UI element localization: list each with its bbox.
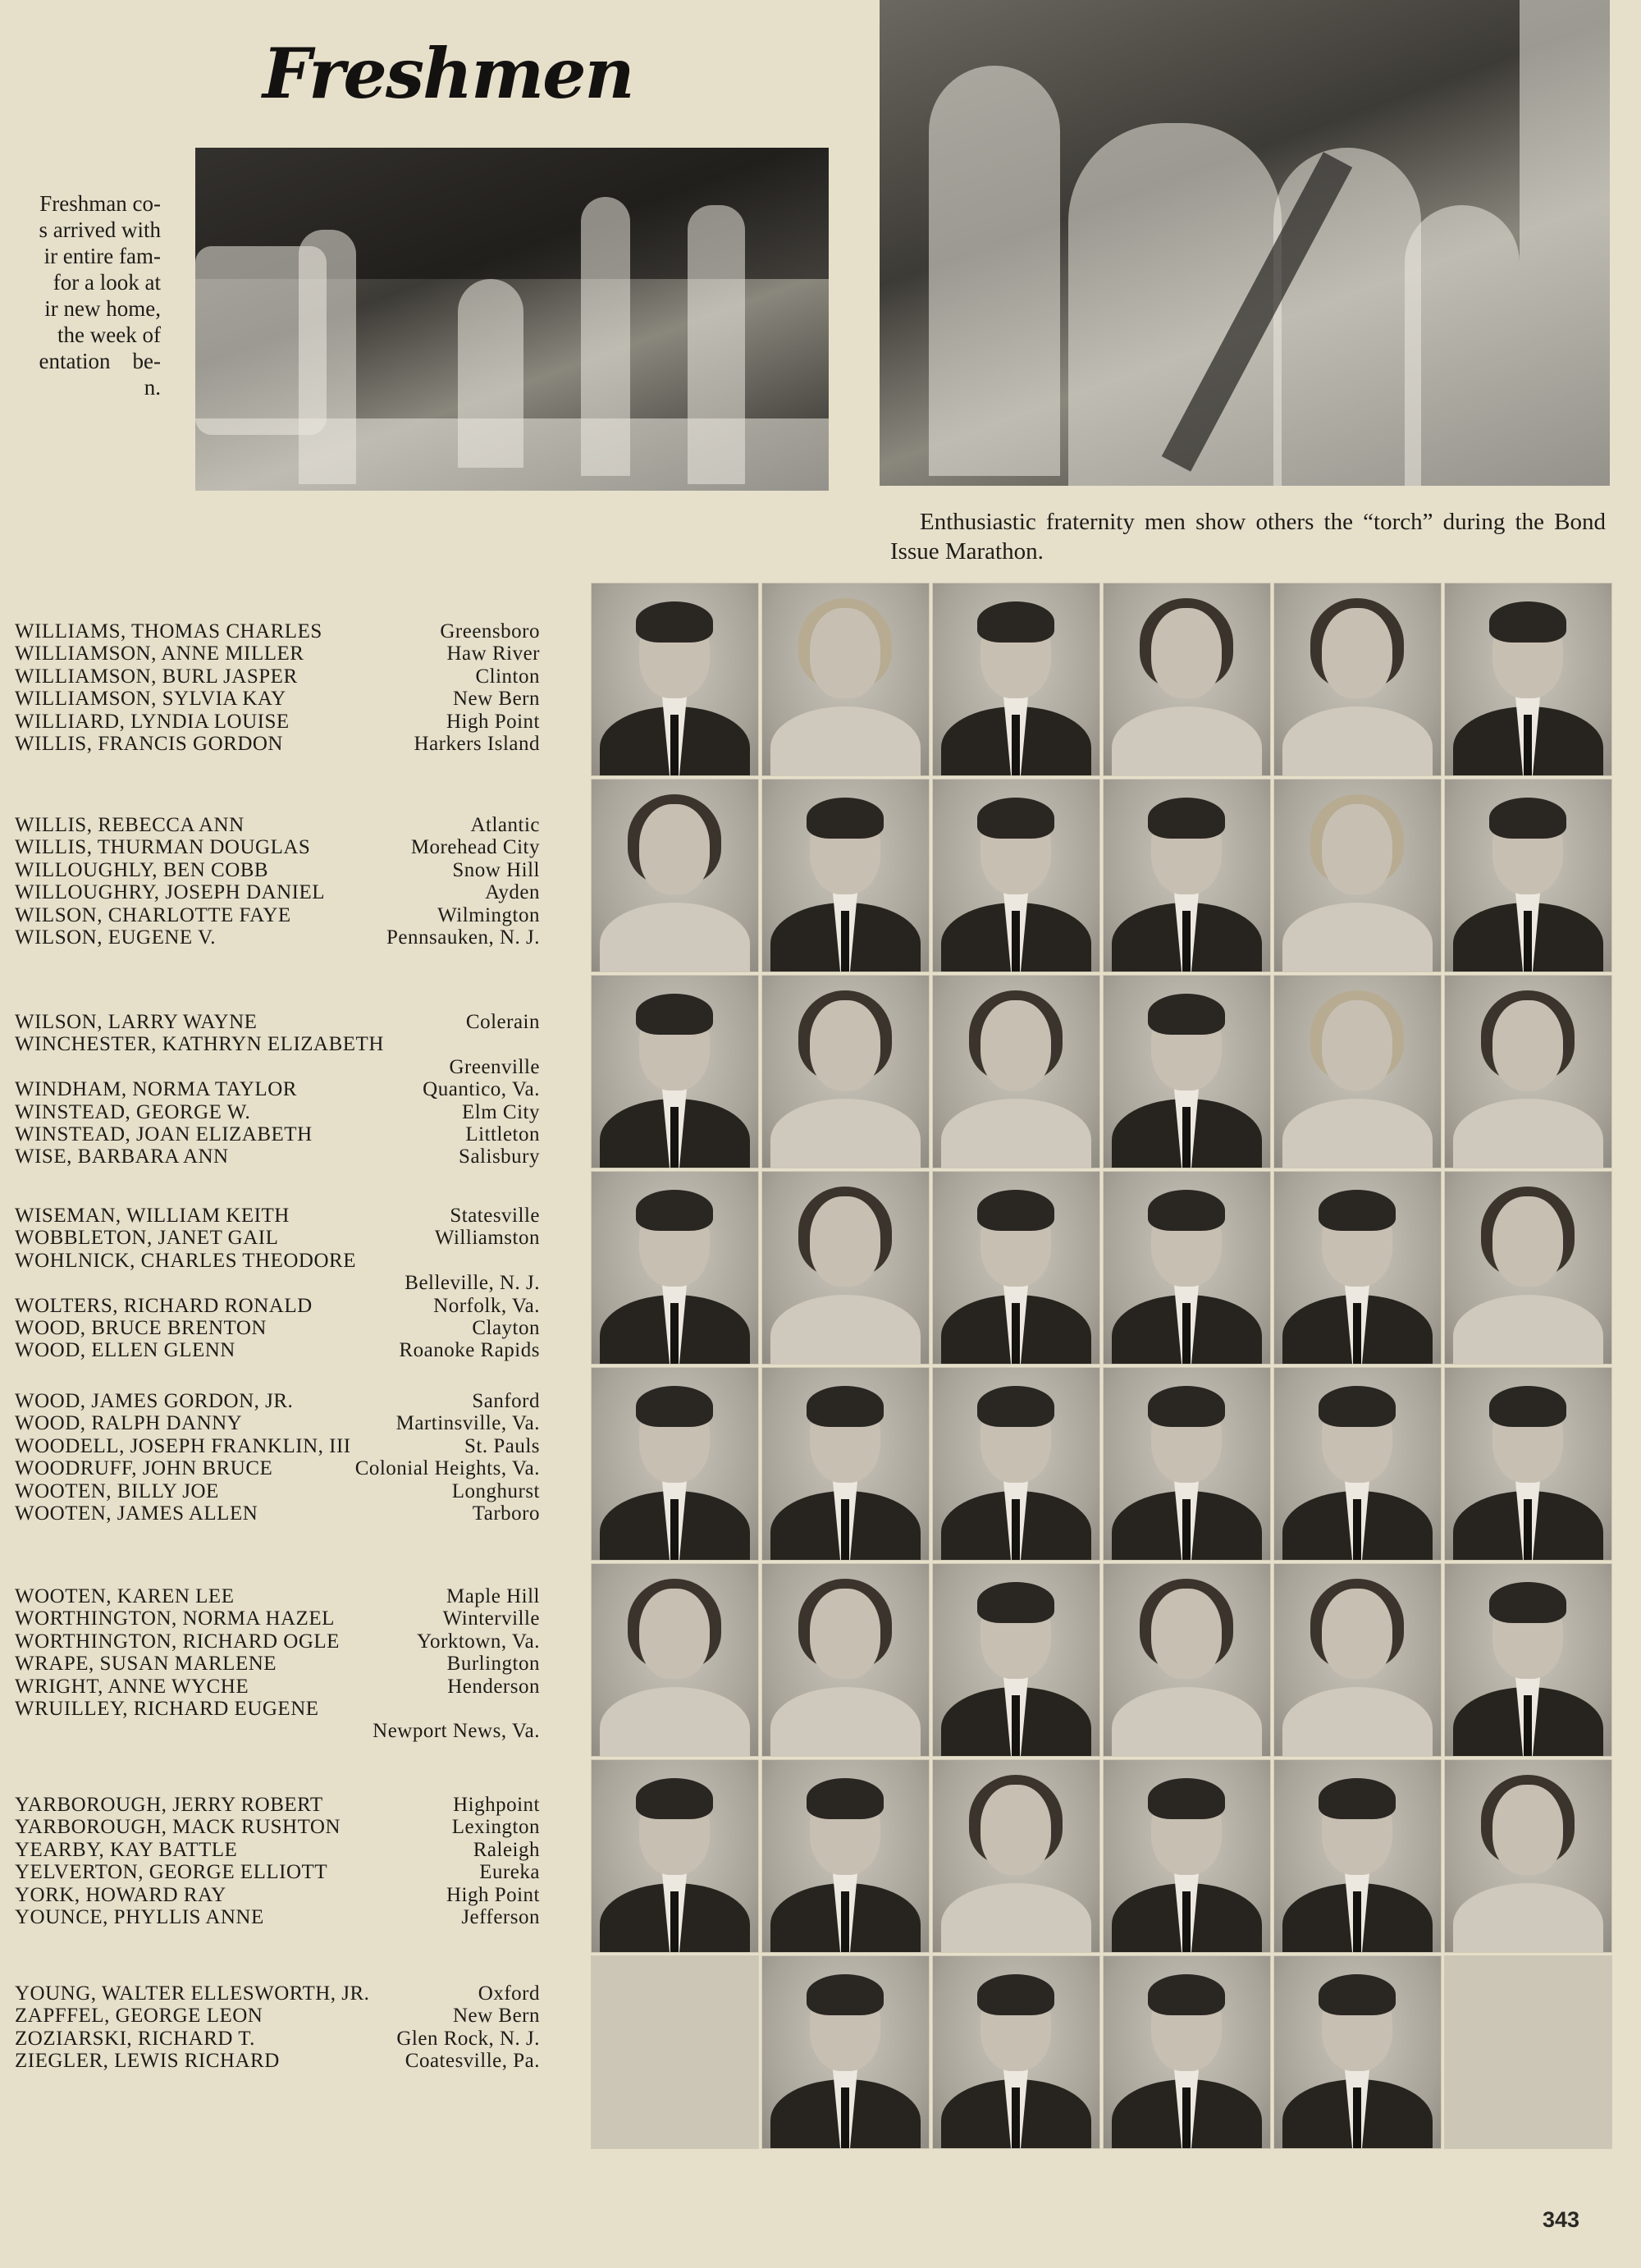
student-portrait (1103, 1955, 1271, 2149)
portrait-placeholder (591, 1955, 759, 2149)
student-name: WOLTERS, RICHARD RONALD (15, 1294, 313, 1317)
student-hometown: Salisbury (459, 1145, 540, 1168)
student-entry (15, 1205, 540, 1227)
student-hometown: Morehead City (410, 836, 540, 859)
student-portrait (932, 1955, 1100, 2149)
student-entry (15, 665, 540, 688)
student-entry (15, 1653, 540, 1675)
student-hometown: Clayton (472, 1317, 540, 1340)
student-name: WILLIARD, LYNDIA LOUISE (15, 710, 290, 733)
student-portrait (1273, 1171, 1442, 1365)
intro-text (0, 190, 161, 400)
student-hometown: Newport News, Va. (373, 1720, 540, 1743)
student-name: WORTHINGTON, NORMA HAZEL (15, 1607, 335, 1630)
intro-line: Freshman co- (39, 191, 161, 216)
student-entry (15, 1720, 540, 1742)
student-entry (15, 1412, 540, 1434)
student-hometown: Snow Hill (452, 858, 540, 881)
roster-group (15, 1011, 540, 1168)
move-in-photo (195, 148, 829, 491)
student-name: WINSTEAD, JOAN ELIZABETH (15, 1123, 313, 1146)
student-hometown: Glen Rock, N. J. (396, 2027, 540, 2050)
student-name: WINCHESTER, KATHRYN ELIZABETH (15, 1033, 384, 1056)
student-portrait (932, 1367, 1100, 1561)
student-portrait (932, 1171, 1100, 1365)
page-number: 343 (1543, 2207, 1580, 2232)
student-hometown: Lexington (451, 1816, 540, 1839)
student-name: WILLOUGHLY, BEN COBB (15, 858, 269, 881)
student-portrait (1103, 975, 1271, 1168)
caption-line-2: the Bond Issue Marathon. (890, 509, 1607, 565)
student-portrait (1444, 1367, 1612, 1561)
student-entry (15, 1435, 540, 1457)
student-name: YEARBY, KAY BATTLE (15, 1838, 238, 1861)
student-portrait (761, 975, 930, 1168)
student-name: WOOD, ELLEN GLENN (15, 1339, 235, 1362)
student-portrait (591, 1171, 759, 1365)
student-portrait (761, 1955, 930, 2149)
intro-line: the week of (52, 322, 161, 347)
student-portrait (1444, 1563, 1612, 1757)
student-portrait (761, 1759, 930, 1953)
student-portrait (1273, 583, 1442, 776)
student-name: WOHLNICK, CHARLES THEODORE (15, 1249, 356, 1272)
student-portrait (932, 779, 1100, 972)
student-entry (15, 1630, 540, 1653)
intro-line: entation be- (39, 349, 161, 373)
student-entry (15, 1502, 540, 1525)
student-portrait (1273, 1759, 1442, 1953)
student-hometown: Jefferson (461, 1906, 540, 1929)
student-hometown: Pennsauken, N. J. (386, 926, 540, 949)
student-portrait (1103, 1171, 1271, 1365)
student-entry (15, 1033, 540, 1055)
student-hometown: Elm City (462, 1100, 540, 1123)
student-hometown: Williamston (434, 1227, 540, 1250)
student-hometown: Colonial Heights, Va. (354, 1457, 540, 1480)
student-hometown: Haw River (446, 642, 540, 665)
student-entry (15, 1585, 540, 1607)
intro-line: s arrived with (39, 217, 161, 242)
student-portrait (1103, 1759, 1271, 1953)
student-entry (15, 2050, 540, 2072)
student-hometown: Harkers Island (414, 733, 540, 756)
student-hometown: Sanford (472, 1390, 540, 1412)
student-hometown: Longhurst (451, 1479, 540, 1502)
student-name: WILLIS, FRANCIS GORDON (15, 733, 283, 756)
student-entry (15, 1339, 540, 1361)
student-name: WISE, BARBARA ANN (15, 1145, 229, 1168)
student-name: WILSON, EUGENE V. (15, 926, 217, 949)
student-entry (15, 1676, 540, 1698)
student-hometown: Atlantic (470, 814, 540, 836)
student-hometown: Eureka (479, 1861, 540, 1884)
student-portrait (1273, 1955, 1442, 2149)
student-hometown: Raleigh (473, 1838, 540, 1861)
student-entry (15, 1839, 540, 1861)
student-name: WORTHINGTON, RICHARD OGLE (15, 1630, 340, 1653)
student-portrait (761, 1171, 930, 1365)
student-name: WILLIS, REBECCA ANN (15, 814, 245, 836)
student-entry (15, 926, 540, 949)
student-entry (15, 1123, 540, 1145)
student-hometown: Clinton (475, 665, 540, 688)
caption-line-1: Enthusiastic fraternity men show others the “torch” during (920, 509, 1506, 535)
student-hometown: Quantico, Va. (423, 1078, 540, 1101)
student-name: YOUNG, WALTER ELLESWORTH, JR. (15, 1982, 370, 2005)
student-entry (15, 1295, 540, 1317)
student-portrait (1444, 779, 1612, 972)
student-entry (15, 904, 540, 926)
student-portrait (1444, 1759, 1612, 1953)
student-portrait (1103, 779, 1271, 972)
student-portrait (591, 1367, 759, 1561)
student-portrait (932, 975, 1100, 1168)
intro-line: ir entire fam- (43, 244, 161, 268)
student-entry (15, 2005, 540, 2027)
student-name: YARBOROUGH, MACK RUSHTON (15, 1816, 341, 1839)
student-portrait (1273, 975, 1442, 1168)
student-entry (15, 1884, 540, 1906)
student-name: WINDHAM, NORMA TAYLOR (15, 1078, 297, 1101)
student-hometown: Tarboro (472, 1502, 540, 1525)
torch-photo (880, 0, 1610, 486)
student-entry (15, 1607, 540, 1630)
student-hometown: Henderson (447, 1675, 540, 1698)
student-hometown: New Bern (452, 2005, 540, 2028)
student-portrait (761, 1367, 930, 1561)
student-name: WOOD, JAMES GORDON, JR. (15, 1390, 294, 1412)
student-name: YOUNCE, PHYLLIS ANNE (15, 1906, 264, 1929)
student-portrait (761, 1563, 930, 1757)
student-name: YORK, HOWARD RAY (15, 1883, 226, 1906)
student-name: WILLOUGHRY, JOSEPH DANIEL (15, 881, 326, 904)
student-hometown: Maple Hill (446, 1585, 540, 1607)
student-name: WRUILLEY, RICHARD EUGENE (15, 1698, 319, 1721)
student-entry (15, 1390, 540, 1412)
student-name: WOOTEN, JAMES ALLEN (15, 1502, 258, 1525)
student-entry (15, 1480, 540, 1502)
student-name: WOODRUFF, JOHN BRUCE (15, 1457, 273, 1480)
student-entry (15, 1816, 540, 1838)
intro-line: for a look at (48, 270, 161, 295)
student-entry (15, 1906, 540, 1928)
student-entry (15, 642, 540, 665)
roster-group (15, 1205, 540, 1362)
student-portrait (932, 1563, 1100, 1757)
student-name: WISEMAN, WILLIAM KEITH (15, 1205, 290, 1227)
student-name: WRIGHT, ANNE WYCHE (15, 1675, 249, 1698)
student-hometown: Littleton (465, 1123, 540, 1146)
student-entry (15, 1011, 540, 1033)
student-entry (15, 711, 540, 733)
student-hometown: Roanoke Rapids (399, 1339, 540, 1362)
student-name: WINSTEAD, GEORGE W. (15, 1100, 251, 1123)
student-name: ZAPFFEL, GEORGE LEON (15, 2005, 263, 2028)
student-name: WILLIAMSON, ANNE MILLER (15, 642, 304, 665)
student-portrait (591, 1759, 759, 1953)
student-name: WRAPE, SUSAN MARLENE (15, 1653, 277, 1676)
student-hometown: Highpoint (453, 1794, 540, 1816)
student-portrait (1444, 1171, 1612, 1365)
student-entry (15, 1861, 540, 1883)
student-portrait (932, 1759, 1100, 1953)
student-name: WILSON, CHARLOTTE FAYE (15, 903, 291, 926)
intro-line: n. (144, 375, 161, 400)
student-portrait (1103, 1367, 1271, 1561)
student-portrait (1444, 583, 1612, 776)
student-hometown: Winterville (442, 1607, 540, 1630)
student-hometown: Colerain (465, 1011, 540, 1033)
student-hometown: Martinsville, Va. (395, 1412, 540, 1435)
student-portrait (591, 1563, 759, 1757)
student-portrait (591, 583, 759, 776)
student-entry (15, 733, 540, 755)
portrait-placeholder (1444, 1955, 1612, 2149)
student-name: WILSON, LARRY WAYNE (15, 1011, 258, 1033)
portrait-grid (591, 583, 1613, 2142)
student-name: WOOD, RALPH DANNY (15, 1412, 243, 1435)
student-entry (15, 1272, 540, 1294)
student-entry (15, 836, 540, 858)
roster-group (15, 1794, 540, 1928)
student-hometown: Wilmington (437, 903, 540, 926)
student-hometown: Statesville (450, 1205, 540, 1227)
roster-group (15, 1390, 540, 1525)
student-entry (15, 1078, 540, 1100)
student-entry (15, 1794, 540, 1816)
student-hometown: Belleville, N. J. (405, 1272, 540, 1295)
student-entry (15, 688, 540, 710)
student-name: YELVERTON, GEORGE ELLIOTT (15, 1861, 328, 1884)
student-hometown: Ayden (485, 881, 540, 904)
student-hometown: New Bern (452, 688, 540, 711)
student-entry (15, 1227, 540, 1249)
student-entry (15, 1317, 540, 1339)
student-name: WOODELL, JOSEPH FRANKLIN, III (15, 1434, 351, 1457)
student-name: WILLIAMS, THOMAS CHARLES (15, 620, 322, 642)
student-portrait (932, 583, 1100, 776)
student-hometown: St. Pauls (464, 1434, 540, 1457)
student-name: WOOTEN, BILLY JOE (15, 1479, 219, 1502)
student-name: WOBBLETON, JANET GAIL (15, 1227, 279, 1250)
student-portrait (591, 779, 759, 972)
roster-group (15, 620, 540, 755)
student-name: WILLIS, THURMAN DOUGLAS (15, 836, 311, 859)
student-hometown: High Point (446, 1883, 540, 1906)
student-name: WOOD, BRUCE BRENTON (15, 1317, 267, 1340)
student-name: ZOZIARSKI, RICHARD T. (15, 2027, 255, 2050)
student-entry (15, 1145, 540, 1168)
student-entry (15, 881, 540, 903)
student-name: WILLIAMSON, BURL JASPER (15, 665, 298, 688)
student-entry (15, 859, 540, 881)
student-name: WOOTEN, KAREN LEE (15, 1585, 235, 1607)
student-name: ZIEGLER, LEWIS RICHARD (15, 2050, 280, 2073)
roster-group (15, 1585, 540, 1743)
student-portrait (1273, 779, 1442, 972)
student-portrait (1273, 1563, 1442, 1757)
page-title: Freshmen (263, 33, 633, 114)
student-entry (15, 814, 540, 836)
student-portrait (1103, 1563, 1271, 1757)
student-entry (15, 1698, 540, 1720)
student-entry (15, 1457, 540, 1479)
student-hometown: Norfolk, Va. (433, 1294, 540, 1317)
student-portrait (761, 779, 930, 972)
student-hometown: Coatesville, Pa. (405, 2050, 540, 2073)
photo-caption (890, 507, 1606, 566)
student-hometown: Greenville (449, 1055, 540, 1078)
student-portrait (591, 975, 759, 1168)
student-entry (15, 2028, 540, 2050)
student-entry (15, 1101, 540, 1123)
student-portrait (1103, 583, 1271, 776)
roster-group (15, 814, 540, 949)
student-entry (15, 620, 540, 642)
student-hometown: Yorktown, Va. (416, 1630, 540, 1653)
student-hometown: High Point (446, 710, 540, 733)
student-entry (15, 1982, 540, 2005)
student-hometown: Burlington (446, 1653, 540, 1676)
student-portrait (1444, 975, 1612, 1168)
student-portrait (761, 583, 930, 776)
student-name: WILLIAMSON, SYLVIA KAY (15, 688, 286, 711)
intro-line: ir new home, (44, 296, 161, 321)
roster-group (15, 1982, 540, 2073)
student-hometown: Oxford (478, 1982, 540, 2005)
student-portrait (1273, 1367, 1442, 1561)
student-name: YARBOROUGH, JERRY ROBERT (15, 1794, 323, 1816)
student-entry (15, 1056, 540, 1078)
student-entry (15, 1250, 540, 1272)
student-hometown: Greensboro (440, 620, 540, 642)
